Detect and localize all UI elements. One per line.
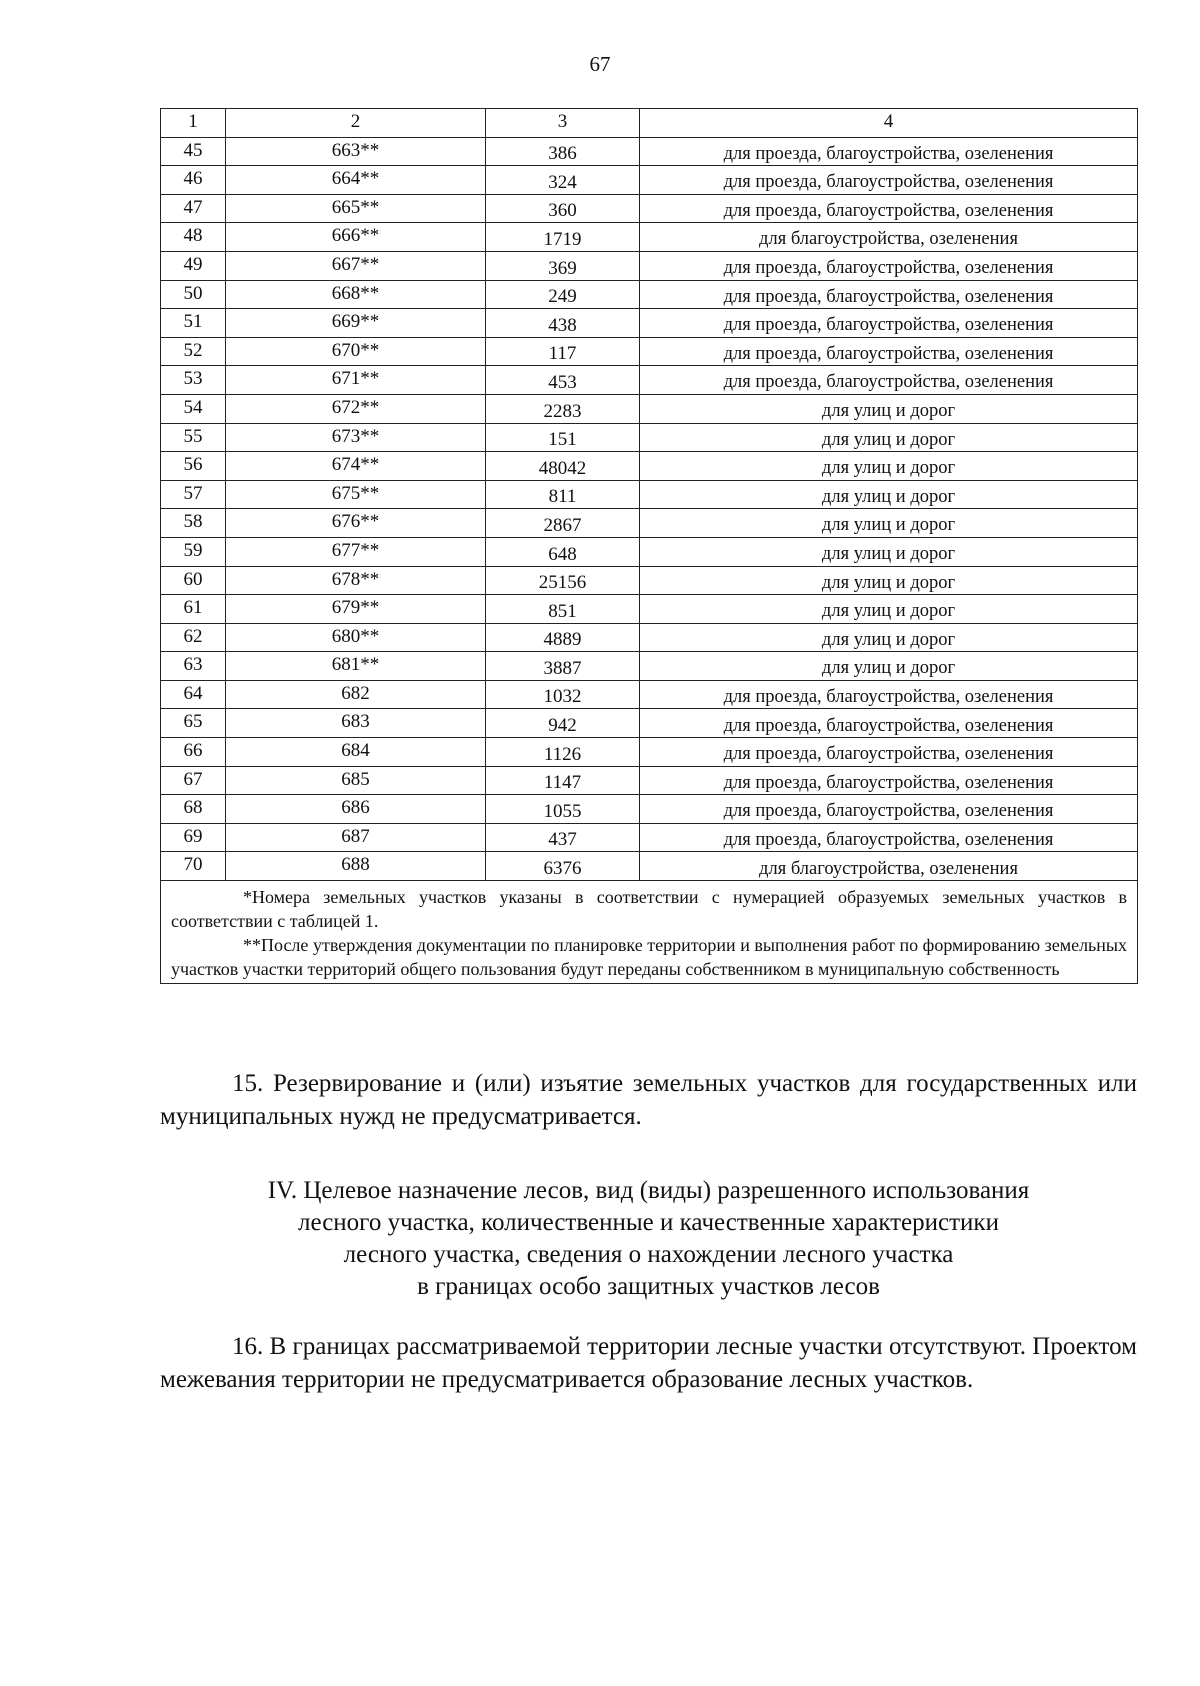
row-number-cell: 56: [161, 452, 226, 481]
purpose-cell: для благоустройства, озеленения: [640, 223, 1138, 252]
column-header-3: 3: [486, 109, 640, 138]
area-cell: 1147: [486, 766, 640, 795]
purpose-cell: для проезда, благоустройства, озеленения: [640, 137, 1138, 166]
area-cell: 249: [486, 280, 640, 309]
row-number-cell: 45: [161, 137, 226, 166]
plot-number-cell: 675**: [226, 480, 486, 509]
row-number-cell: 50: [161, 280, 226, 309]
plot-number-cell: 671**: [226, 366, 486, 395]
table-row: [161, 280, 1138, 309]
purpose-cell: для проезда, благоустройства, озеленения: [640, 738, 1138, 767]
purpose-cell: для улиц и дорог: [640, 537, 1138, 566]
area-cell: 2867: [486, 509, 640, 538]
table-row: [161, 652, 1138, 681]
column-header-2: 2: [226, 109, 486, 138]
purpose-cell: для проезда, благоустройства, озеленения: [640, 251, 1138, 280]
plot-number-cell: 678**: [226, 566, 486, 595]
plot-number-cell: 674**: [226, 452, 486, 481]
plot-number-cell: 680**: [226, 623, 486, 652]
plot-number-cell: 677**: [226, 537, 486, 566]
area-cell: 324: [486, 166, 640, 195]
area-cell: 48042: [486, 452, 640, 481]
row-number-cell: 65: [161, 709, 226, 738]
section-heading-line: в границах особо защитных участков лесов: [417, 1273, 880, 1300]
purpose-cell: для благоустройства, озеленения: [640, 852, 1138, 881]
purpose-cell: для проезда, благоустройства, озеленения: [640, 366, 1138, 395]
plot-number-cell: 685: [226, 766, 486, 795]
section-heading-line: лесного участка, количественные и качественные характеристики: [298, 1209, 999, 1236]
purpose-cell: для улиц и дорог: [640, 509, 1138, 538]
plot-number-cell: 672**: [226, 394, 486, 423]
table-row: [161, 537, 1138, 566]
purpose-cell: для улиц и дорог: [640, 595, 1138, 624]
row-number-cell: 68: [161, 795, 226, 824]
purpose-cell: для проезда, благоустройства, озеленения: [640, 309, 1138, 338]
area-cell: 1719: [486, 223, 640, 252]
column-header-1: 1: [161, 109, 226, 138]
table-body: [161, 137, 1138, 880]
row-number-cell: 58: [161, 509, 226, 538]
row-number-cell: 53: [161, 366, 226, 395]
footnotes-row: [161, 881, 1138, 984]
footnote-municipal-transfer: **После утверждения документации по планировке территории и выполнения работ по формированию земельных участков участки территорий общего пользования будут переданы собственником в муниципальную собственность: [171, 935, 1127, 980]
section-heading-line: лесного участка, сведения о нахождении лесного участка: [343, 1241, 954, 1268]
row-number-cell: 64: [161, 680, 226, 709]
table-header-row: [161, 109, 1138, 138]
row-number-cell: 47: [161, 194, 226, 223]
purpose-cell: для улиц и дорог: [640, 394, 1138, 423]
table-row: [161, 623, 1138, 652]
footnote-plot-numbers: *Номера земельных участков указаны в соответствии с нумерацией образуемых земельных участков в соответствии с таблицей 1.: [171, 887, 1127, 932]
area-cell: 25156: [486, 566, 640, 595]
area-cell: 942: [486, 709, 640, 738]
area-cell: 117: [486, 337, 640, 366]
plot-number-cell: 665**: [226, 194, 486, 223]
table-row: [161, 337, 1138, 366]
plot-number-cell: 683: [226, 709, 486, 738]
row-number-cell: 52: [161, 337, 226, 366]
table-row: [161, 223, 1138, 252]
table-row: [161, 166, 1138, 195]
purpose-cell: для улиц и дорог: [640, 566, 1138, 595]
area-cell: 6376: [486, 852, 640, 881]
plot-number-cell: 687: [226, 823, 486, 852]
table-row: [161, 309, 1138, 338]
purpose-cell: для проезда, благоустройства, озеленения: [640, 166, 1138, 195]
area-cell: 369: [486, 251, 640, 280]
footnotes-cell: [161, 881, 1138, 984]
purpose-cell: для проезда, благоустройства, озеленения: [640, 709, 1138, 738]
page-number: 67: [589, 52, 611, 76]
area-cell: 2283: [486, 394, 640, 423]
table-row: [161, 595, 1138, 624]
area-cell: 453: [486, 366, 640, 395]
area-cell: 3887: [486, 652, 640, 681]
land-plots-table: [160, 108, 1138, 984]
table-row: [161, 423, 1138, 452]
plot-number-cell: 684: [226, 738, 486, 767]
table-row: [161, 509, 1138, 538]
purpose-cell: для проезда, благоустройства, озеленения: [640, 680, 1138, 709]
purpose-cell: для проезда, благоустройства, озеленения: [640, 194, 1138, 223]
area-cell: 1055: [486, 795, 640, 824]
row-number-cell: 55: [161, 423, 226, 452]
area-cell: 151: [486, 423, 640, 452]
plot-number-cell: 667**: [226, 251, 486, 280]
purpose-cell: для улиц и дорог: [640, 452, 1138, 481]
row-number-cell: 54: [161, 394, 226, 423]
plot-number-cell: 669**: [226, 309, 486, 338]
row-number-cell: 48: [161, 223, 226, 252]
plot-number-cell: 663**: [226, 137, 486, 166]
purpose-cell: для улиц и дорог: [640, 480, 1138, 509]
area-cell: 4889: [486, 623, 640, 652]
row-number-cell: 57: [161, 480, 226, 509]
purpose-cell: для проезда, благоустройства, озеленения: [640, 337, 1138, 366]
table-row: [161, 738, 1138, 767]
paragraph-16: 16. В границах рассматриваемой территории лесные участки отсутствуют. Проектом межевания территории не предусматривается образование лесных участков.: [160, 1333, 1137, 1393]
area-cell: 386: [486, 137, 640, 166]
row-number-cell: 69: [161, 823, 226, 852]
purpose-cell: для улиц и дорог: [640, 623, 1138, 652]
row-number-cell: 61: [161, 595, 226, 624]
column-header-4: 4: [640, 109, 1138, 138]
table-row: [161, 566, 1138, 595]
plot-number-cell: 664**: [226, 166, 486, 195]
area-cell: 1126: [486, 738, 640, 767]
plot-number-cell: 679**: [226, 595, 486, 624]
purpose-cell: для проезда, благоустройства, озеленения: [640, 823, 1138, 852]
plot-number-cell: 670**: [226, 337, 486, 366]
row-number-cell: 60: [161, 566, 226, 595]
table-row: [161, 394, 1138, 423]
row-number-cell: 66: [161, 738, 226, 767]
plot-number-cell: 682: [226, 680, 486, 709]
purpose-cell: для проезда, благоустройства, озеленения: [640, 280, 1138, 309]
plot-number-cell: 688: [226, 852, 486, 881]
area-cell: 360: [486, 194, 640, 223]
row-number-cell: 51: [161, 309, 226, 338]
section-heading-line: IV. Целевое назначение лесов, вид (виды) разрешенного использования: [267, 1177, 1030, 1204]
table-row: [161, 452, 1138, 481]
table-row: [161, 680, 1138, 709]
table-row: [161, 480, 1138, 509]
plot-number-cell: 666**: [226, 223, 486, 252]
area-cell: 648: [486, 537, 640, 566]
row-number-cell: 67: [161, 766, 226, 795]
paragraph-15: 15. Резервирование и (или) изъятие земельных участков для государственных или муниципальных нужд не предусматривается.: [160, 1070, 1137, 1130]
plot-number-cell: 681**: [226, 652, 486, 681]
row-number-cell: 49: [161, 251, 226, 280]
row-number-cell: 59: [161, 537, 226, 566]
plot-number-cell: 668**: [226, 280, 486, 309]
table-row: [161, 795, 1138, 824]
area-cell: 811: [486, 480, 640, 509]
purpose-cell: для проезда, благоустройства, озеленения: [640, 795, 1138, 824]
table-row: [161, 251, 1138, 280]
plot-number-cell: 676**: [226, 509, 486, 538]
area-cell: 851: [486, 595, 640, 624]
purpose-cell: для улиц и дорог: [640, 423, 1138, 452]
table-row: [161, 823, 1138, 852]
table-row: [161, 709, 1138, 738]
row-number-cell: 46: [161, 166, 226, 195]
table-row: [161, 366, 1138, 395]
area-cell: 437: [486, 823, 640, 852]
plot-number-cell: 673**: [226, 423, 486, 452]
table-row: [161, 766, 1138, 795]
table-row: [161, 137, 1138, 166]
plot-number-cell: 686: [226, 795, 486, 824]
row-number-cell: 70: [161, 852, 226, 881]
section-heading-iv: [160, 1175, 1137, 1303]
table-row: [161, 194, 1138, 223]
purpose-cell: для проезда, благоустройства, озеленения: [640, 766, 1138, 795]
area-cell: 438: [486, 309, 640, 338]
area-cell: 1032: [486, 680, 640, 709]
table-row: [161, 852, 1138, 881]
row-number-cell: 63: [161, 652, 226, 681]
purpose-cell: для улиц и дорог: [640, 652, 1138, 681]
row-number-cell: 62: [161, 623, 226, 652]
